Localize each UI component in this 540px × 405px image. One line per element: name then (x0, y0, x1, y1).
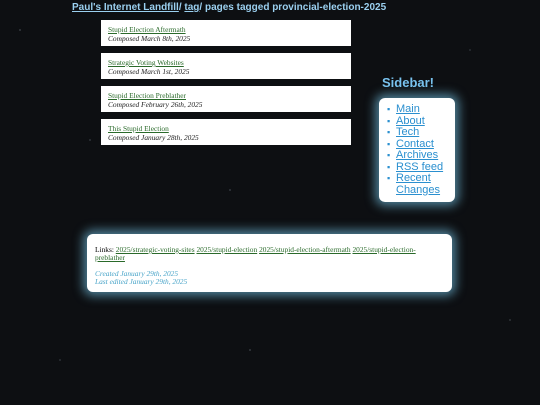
links-label: Links: (95, 245, 114, 254)
bullet-icon: ▪ (387, 138, 391, 149)
sidebar-item-archives (387, 150, 449, 162)
sidebar-link-tech[interactable]: Tech (396, 126, 420, 138)
footer-link[interactable]: 2025/stupid-election-preblather (95, 245, 416, 262)
post-date: Composed February 26th, 2025 (108, 100, 203, 109)
post-card (101, 53, 351, 79)
sidebar-link-archives[interactable]: Archives (396, 149, 439, 161)
bullet-icon: ▪ (387, 150, 391, 160)
bullet-icon: ▪ (387, 104, 391, 114)
post-date: Composed March 8th, 2025 (108, 34, 191, 43)
sidebar-item-main (387, 104, 449, 116)
sidebar-title: Sidebar! (382, 75, 435, 90)
page-meta (95, 270, 444, 286)
created-date: Created January 29th, 2025 (95, 269, 179, 278)
post-title-link[interactable]: Stupid Election Preblather (108, 91, 186, 100)
tag-link[interactable]: tag (184, 2, 200, 13)
post-title-link[interactable]: Strategic Voting Websites (108, 58, 184, 67)
footer-link[interactable]: 2025/stupid-election-aftermath (259, 245, 351, 254)
sidebar-link-rss[interactable]: RSS feed (396, 160, 444, 173)
page-footer (87, 234, 452, 292)
page-header (72, 2, 386, 13)
post-title-link[interactable]: This Stupid Election (108, 124, 169, 133)
sidebar-link-about[interactable]: About (396, 114, 425, 127)
path-separator: / (178, 2, 182, 13)
post-title-link[interactable]: Stupid Election Aftermath (108, 25, 186, 34)
sidebar-link-contact[interactable]: Contact (396, 137, 434, 150)
post-date: Composed January 28th, 2025 (108, 133, 199, 142)
post-card (101, 119, 351, 145)
edited-date: Last edited January 29th, 2025 (95, 277, 188, 286)
post-card (101, 20, 351, 46)
site-home-link[interactable]: Paul's Internet Landfill (72, 2, 179, 13)
sidebar-item-tech (387, 127, 449, 139)
sidebar-item-recent-changes (387, 173, 449, 196)
sidebar (379, 98, 455, 202)
bullet-icon: ▪ (387, 173, 391, 183)
footer-link[interactable]: 2025/stupid-election (196, 245, 258, 254)
page-heading: / pages tagged provincial-election-2025 (199, 2, 387, 13)
bullet-icon: ▪ (387, 115, 391, 126)
post-date: Composed March 1st, 2025 (108, 67, 190, 76)
sidebar-link-recent-changes[interactable]: Recent Changes (396, 172, 441, 196)
bullet-icon: ▪ (387, 127, 391, 137)
post-card (101, 86, 351, 112)
links-section (95, 246, 444, 262)
bullet-icon: ▪ (387, 161, 391, 172)
sidebar-link-main[interactable]: Main (396, 103, 420, 115)
footer-link[interactable]: 2025/strategic-voting-sites (115, 245, 195, 254)
